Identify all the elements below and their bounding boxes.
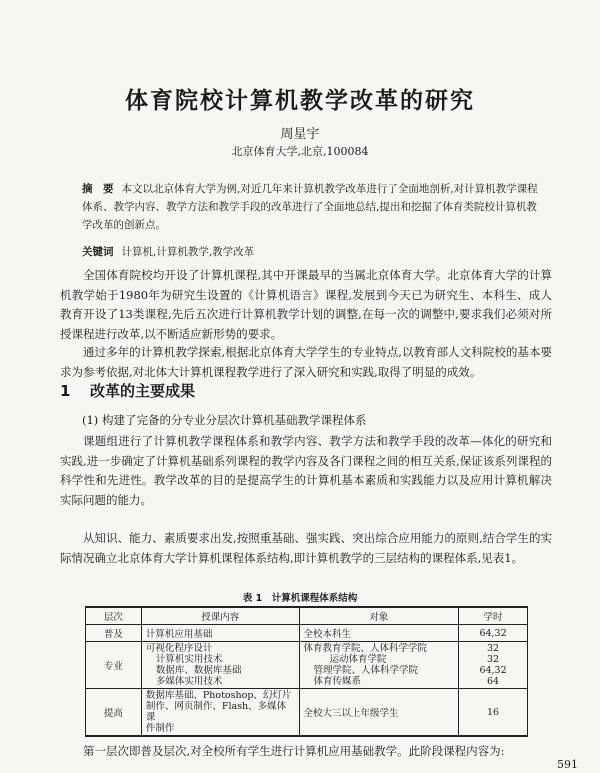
- keywords-text: 计算机,计算机教学,教学改革: [121, 246, 255, 258]
- hours-line: 32: [487, 654, 500, 665]
- content-line: 数据库基础、Photoshop、幻灯片: [145, 690, 292, 701]
- table-cell-target: [299, 642, 459, 689]
- abstract-label: 摘 要: [82, 183, 114, 195]
- table-header-cell: 学时: [459, 607, 528, 625]
- content-line: 可视化程序设计: [145, 643, 213, 654]
- table-cell-content: [141, 642, 299, 689]
- table-cell-content: [141, 689, 299, 737]
- table-cell-hours: 64,32: [459, 625, 528, 642]
- keywords-label: 关键词: [82, 246, 114, 258]
- paragraph-structure: 从知识、能力、素质要求出发,按照重基础、强实践、突出综合应用能力的原则,结合学生的实际情况确立北京体育大学计算机课程体系结构,即计算机教学的三层结构的课程体系,见表1。: [60, 531, 552, 565]
- page-title: 体育院校计算机教学改革的研究: [125, 88, 475, 114]
- table-cell-hours: [459, 642, 528, 689]
- target-line: 运动体育学院: [329, 654, 387, 665]
- content-line: 多媒体实用技术: [155, 676, 223, 687]
- abstract: [82, 180, 542, 234]
- table-cell-hours: 16: [459, 689, 528, 737]
- table-cell-target: 全校大三以上年级学生: [299, 689, 459, 737]
- table-row: [86, 689, 528, 737]
- table-header-cell: 授课内容: [141, 607, 299, 625]
- paragraph-explore: 通过多年的计算机教学探索,根据北京体育大学学生的专业特点,以教育部人文科院校的基本要求为参考依据,对北体大计算机课程教学进行了深入研究和实践,取得了明显的成效。: [60, 345, 552, 379]
- author: 周星宇: [280, 127, 320, 142]
- keywords: [82, 244, 254, 259]
- table-caption: 表 1 计算机课程体系结构: [242, 593, 358, 604]
- abstract-text: 本文以北京体育大学为例,对近几年来计算机教学改革进行了全面地剖析,对计算机教学课程体系、教学内容、教学方法和教学手段的改革进行了全面地总结,提出和挖掘了体育类院校计算机教学改革的创新点。: [82, 183, 538, 231]
- section-heading: [60, 380, 195, 401]
- table-cell-content: 计算机应用基础: [141, 625, 299, 642]
- content-line: 数据库、数据库基础: [155, 665, 242, 676]
- section-title: 改革的主要成果: [90, 382, 196, 400]
- table-row: [86, 625, 528, 642]
- affiliation: 北京体育大学,北京,100084: [231, 145, 369, 158]
- table-cell-level: 专业: [86, 642, 142, 689]
- table-cell-level: 普及: [86, 625, 142, 642]
- course-structure-table: [85, 606, 528, 737]
- table-cell-target: 全校本科生: [299, 625, 459, 642]
- table-header-cell: 对象: [299, 607, 459, 625]
- target-line: 体育教育学院、人体科学学院: [303, 643, 428, 654]
- content-line: 制作、网页制作、Flash、多媒体课: [145, 701, 287, 723]
- table-header-cell: 层次: [86, 607, 142, 625]
- section-number: 1: [60, 382, 71, 400]
- hours-line: 64: [487, 676, 500, 687]
- paragraph-reform: 课题组进行了计算机教学课程体系和教学内容、教学方法和教学手段的改革—体化的研究和实践,进一步确定了计算机基础系列课程的教学内容及各门课程之间的相互关系,保证该系列课程的科学性和先进性。教学改革的目的是提高学生的计算机基本素质和实践能力以及应用计算机解决实际问题的能力。: [60, 434, 552, 507]
- table-cell-level: 提高: [86, 689, 142, 737]
- table-header-row: [86, 607, 528, 625]
- paragraph-intro: 全国体育院校均开设了计算机课程,其中开课最早的当属北京体育大学。北京体育大学的计算机教学始于1980年为研究生设置的《计算机语言》课程,发展到今天已为研究生、本科生、成人教育开设了13类课程,先后五次进行计算机教学计划的调整,在每一次的调整中,要求我们必须对所授课程进行改革,以不断适应新形势的要求。: [60, 268, 552, 341]
- paragraph-first-level: 第一层次即普及层次,对全校所有学生进行计算机应用基础教学。此阶段课程内容为:: [83, 744, 505, 758]
- table-row: [86, 642, 528, 689]
- hours-line: 32: [487, 643, 500, 654]
- page-number: 591: [557, 758, 578, 771]
- subsection-heading: (1) 构建了完备的分专业分层次计算机基础教学课程体系: [82, 413, 367, 427]
- hours-line: 64,32: [479, 665, 507, 676]
- target-line: 体育传媒系: [313, 676, 362, 687]
- content-line: 件制作: [145, 723, 175, 734]
- content-line: 计算机实用技术: [155, 654, 223, 665]
- target-line: 管理学院、人体科学学院: [313, 665, 419, 676]
